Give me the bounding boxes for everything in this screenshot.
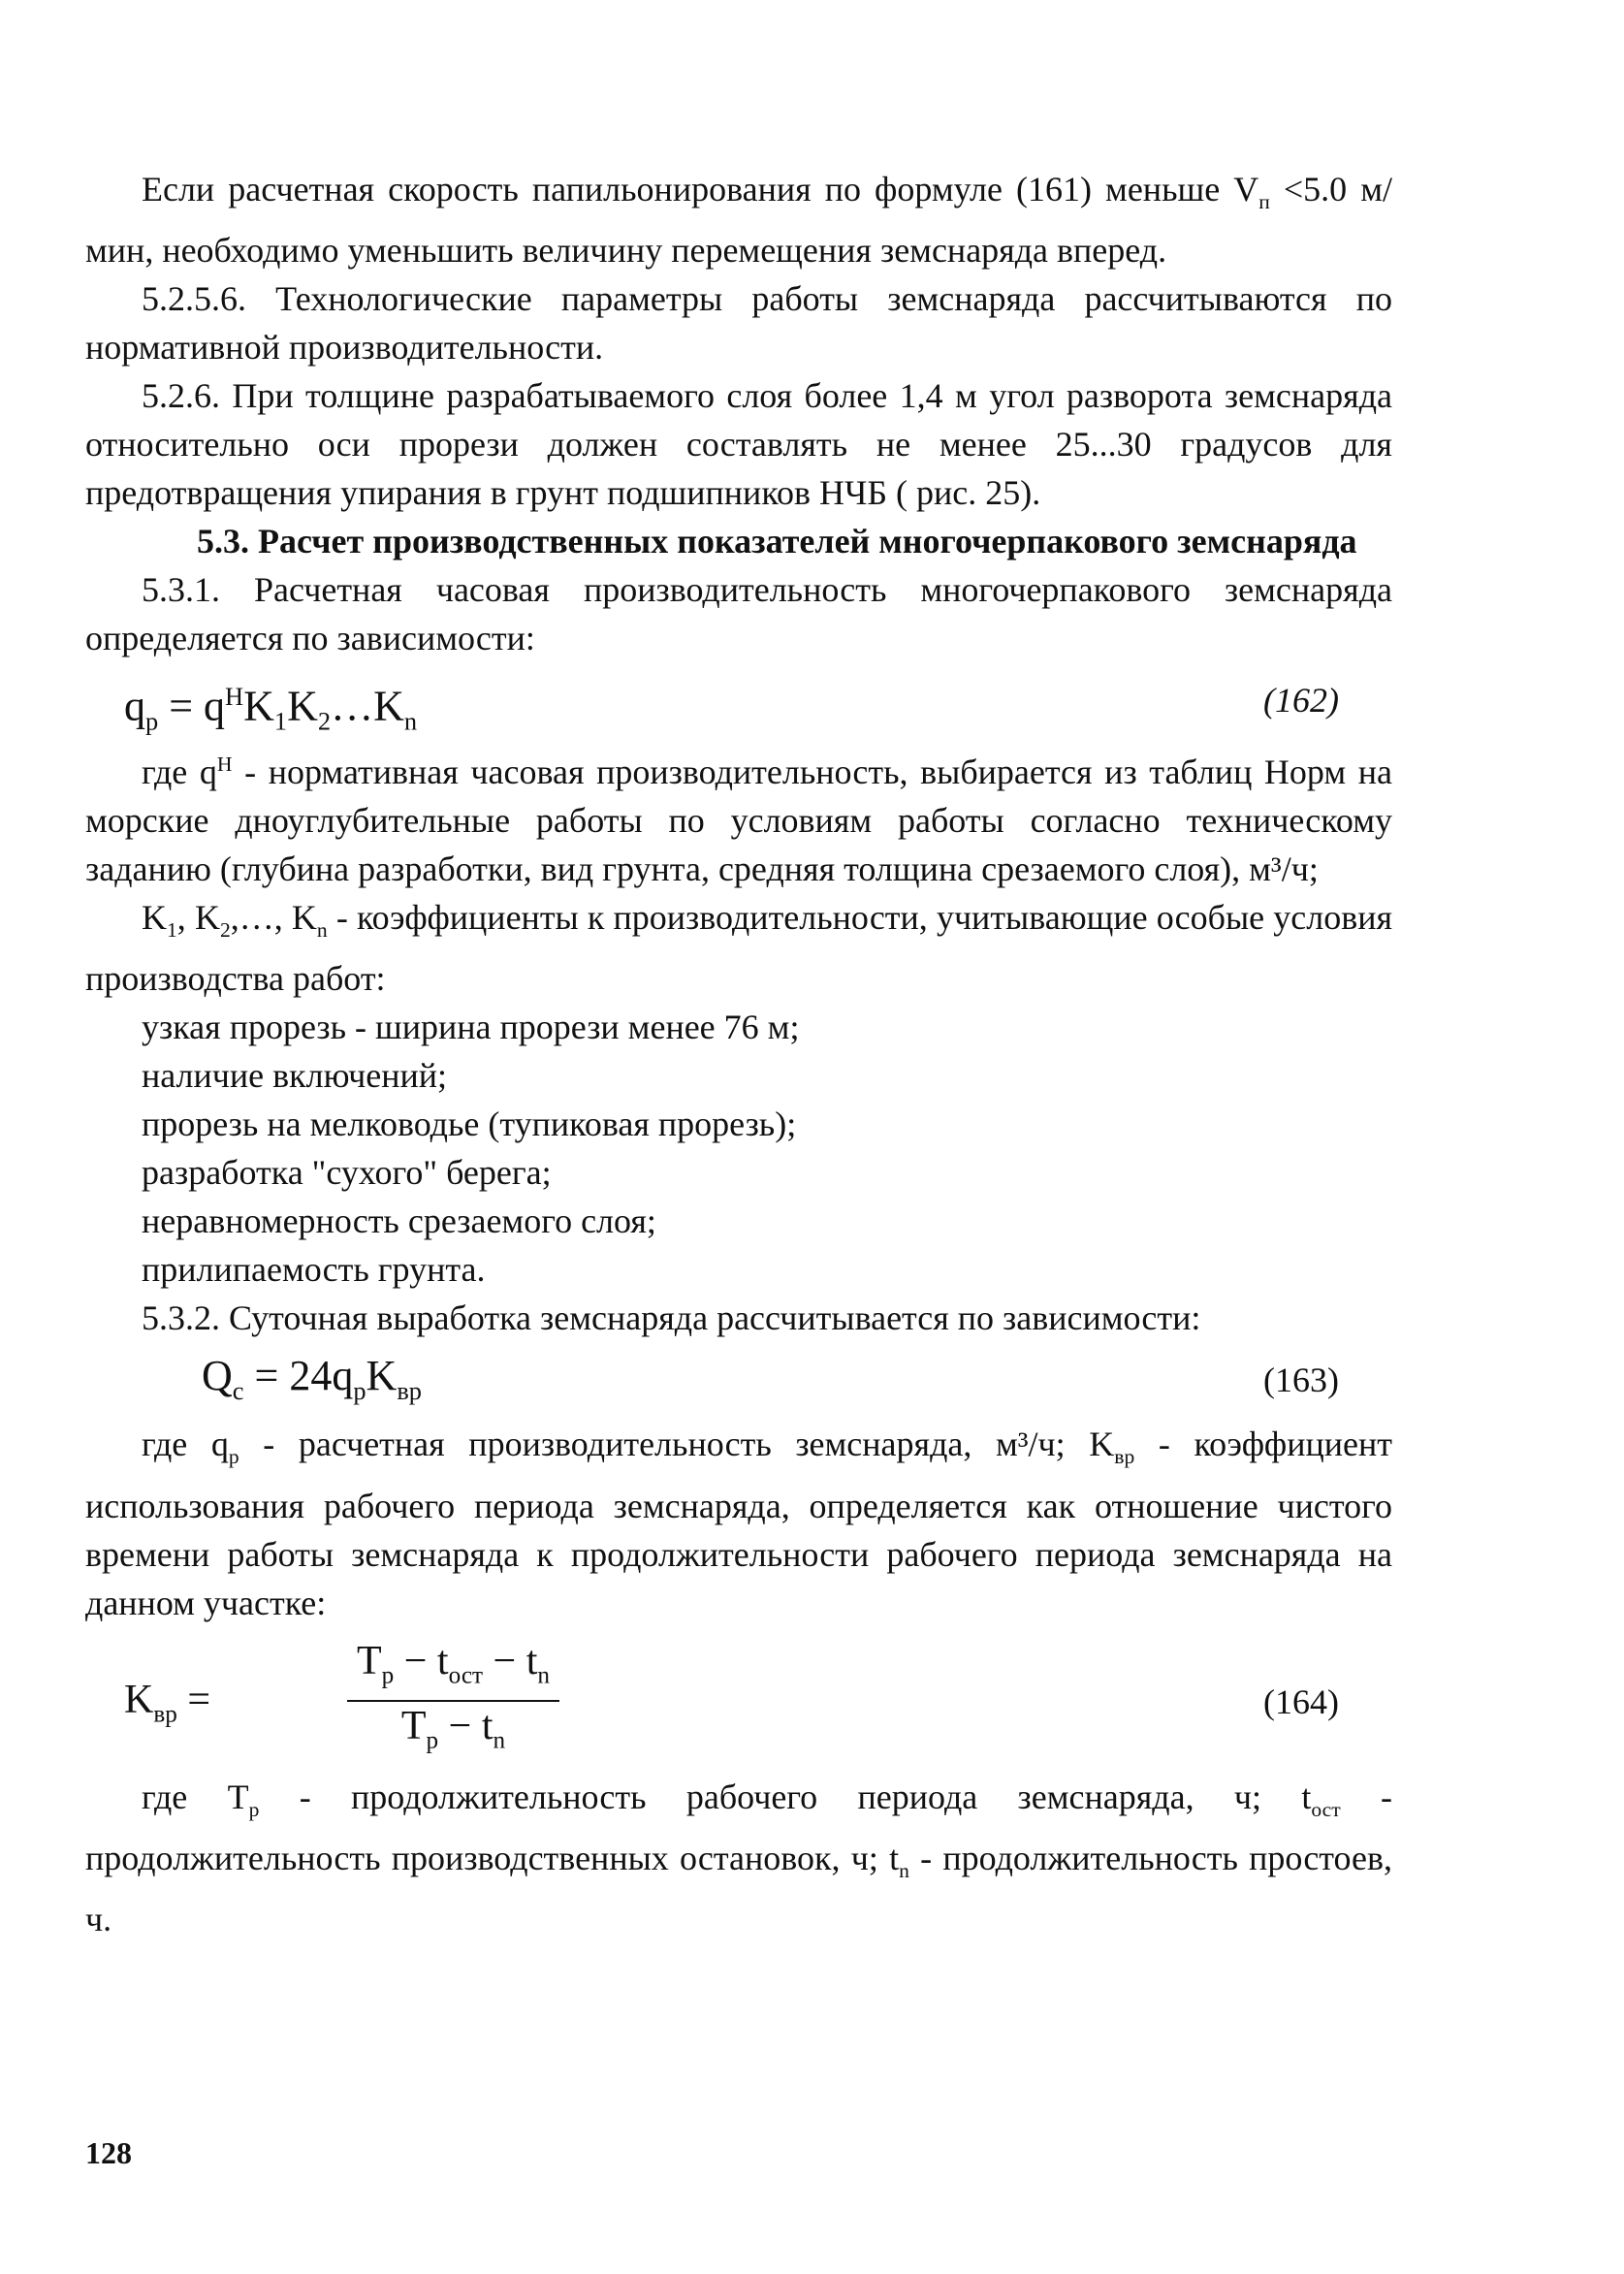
formula-163 xyxy=(85,1342,1392,1420)
formula-164 xyxy=(85,1627,1392,1773)
paragraph-5-3-2: 5.3.2. Суточная выработка земснаряда рассчитывается по зависимости: xyxy=(142,1298,1201,1338)
fraction-denominator: $T_p - t_n$ xyxy=(400,1703,506,1754)
list-item: наличие включений; xyxy=(142,1056,447,1096)
formula-164-lhs: $K_{вр}$ = xyxy=(124,1677,211,1727)
paragraph-5-3-1: 5.3.1. Расчетная часовая производительность многочерпакового земснаряда определяется по зависимости: xyxy=(85,570,1392,658)
formula-163-expression: $Q_c = 24q_pK_{вр}$ xyxy=(202,1352,422,1406)
paragraph-k-coefficients: $K_1$, $K_2,\dots$, $K_n$ - коэффициенты к производительности, учитывающие особые условия производства работ: xyxy=(85,898,1393,999)
paragraph-tp-definition: где $T_p$ - продолжительность рабочего периода земснаряда, ч; $t_{ост}$ - продолжительность производственных остановок, ч; $t_n$ - продолжительность простоев, ч. xyxy=(85,1777,1392,1938)
paragraph-5-2-5-6: 5.2.5.6. Технологические параметры работы земснаряда рассчитываются по нормативной производительности. xyxy=(85,279,1392,368)
paragraph-papilonirovanie: Если расчетная скорость папильонирования по формуле (161) меньше $V_п <5.0$ м/мин, необходимо уменьшить величину перемещения земснаряда вперед. xyxy=(85,170,1393,271)
paragraph-qp-kvr-definition: где $q_p$ - расчетная производительность земснаряда, м³/ч; $K_{вр}$ - коэффициент использования рабочего периода земснаряда, определяется как отношение чистого времени работы земснаряда к продолжительности рабочего периода земснаряда на данном участке: xyxy=(85,1425,1392,1622)
formula-164-number: (164) xyxy=(1263,1681,1339,1721)
formula-164-fraction xyxy=(347,1637,559,1766)
paragraph-qh-definition: где $q^H$ - нормативная часовая производительность, выбирается из таблиц Норм на морские дноуглубительные работы по условиям работы согласно техническому заданию (глубина разработки, вид грунта, средняя толщина срезаемого слоя), м³/ч; xyxy=(85,753,1393,889)
formula-162 xyxy=(85,662,1392,740)
fraction-numerator: $T_p - t_{ост} - t_n$ xyxy=(347,1637,559,1702)
page-number: 128 xyxy=(85,2135,132,2170)
list-item: узкая прорезь - ширина прорези менее 76 м; xyxy=(142,1008,800,1047)
section-heading-5-3: 5.3. Расчет производственных показателей многочерпакового земснаряда xyxy=(197,522,1357,561)
formula-163-number: (163) xyxy=(1263,1361,1339,1400)
list-item: неравномерность срезаемого слоя; xyxy=(142,1201,656,1241)
list-item: разработка "сухого" берега; xyxy=(142,1153,552,1193)
paragraph-5-2-6: 5.2.6. При толщине разрабатываемого слоя более 1,4 м угол разворота земснаряда относительно оси прорези должен составлять не менее 25...30 градусов для предотвращения упирания в грунт подшипников НЧБ ( рис. 25). xyxy=(85,376,1392,513)
list-item: прорезь на мелководье (тупиковая прорезь); xyxy=(142,1105,797,1144)
formula-162-expression: $q_p$ = $q^HK_1K_2\dots K_n$ xyxy=(124,682,418,736)
list-item: прилипаемость грунта. xyxy=(142,1250,486,1290)
formula-162-number: (162) xyxy=(1263,681,1339,721)
document-page xyxy=(85,165,1392,1943)
conditions-list xyxy=(85,1003,1392,1294)
